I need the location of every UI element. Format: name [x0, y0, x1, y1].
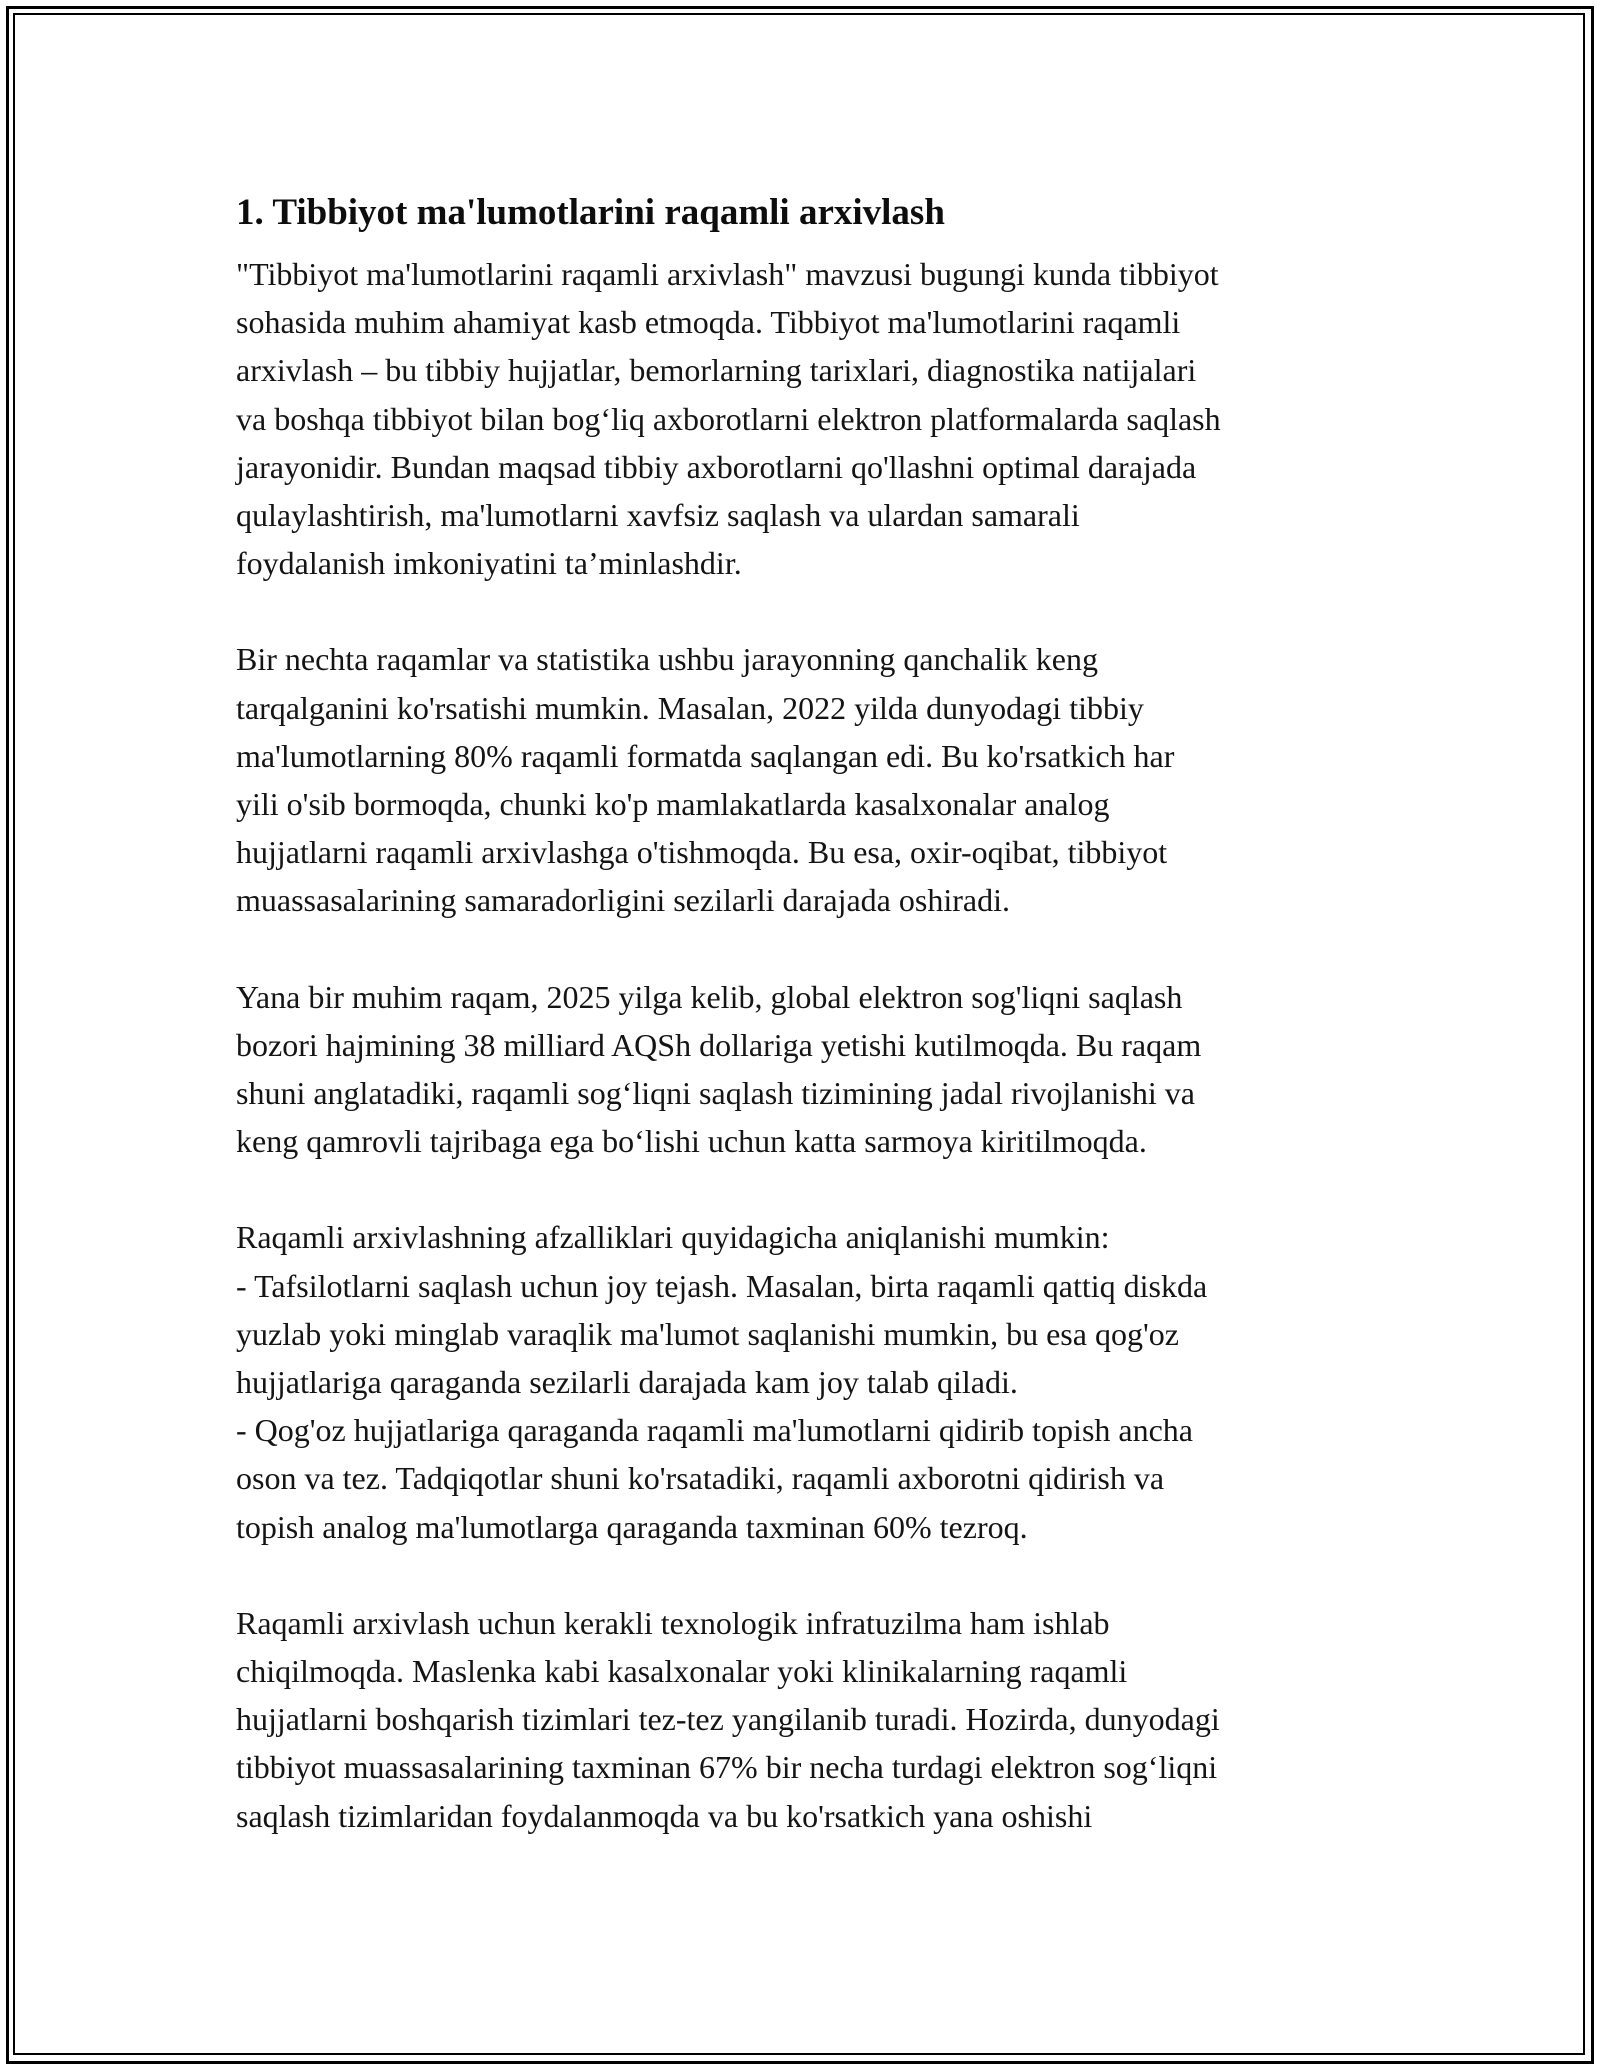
- text-line: shuni anglatadiki, raqamli sog‘liqni saqlash tizimining jadal rivojlanishi va: [236, 1075, 1195, 1112]
- section-heading: 1. Tibbiyot ma'lumotlarini raqamli arxivlash: [236, 192, 945, 233]
- text-line: Raqamli arxivlashning afzalliklari quyidagicha aniqlanishi mumkin:: [236, 1219, 1110, 1256]
- text-line: oson va tez. Tadqiqotlar shuni ko'rsatadiki, raqamli axborotni qidirish va: [236, 1460, 1165, 1497]
- text-line: keng qamrovli tajribaga ega bo‘lishi uchun katta sarmoya kiritilmoqda.: [236, 1123, 1147, 1160]
- text-line: va boshqa tibbiyot bilan bog‘liq axborotlarni elektron platformalarda saqlash: [236, 400, 1221, 437]
- text-line: sohasida muhim ahamiyat kasb etmoqda. Tibbiyot ma'lumotlarini raqamli: [236, 304, 1181, 341]
- text-line: ma'lumotlarning 80% raqamli formatda saqlangan edi. Bu ko'rsatkich har: [236, 737, 1175, 774]
- text-line: topish analog ma'lumotlarga qaraganda taxminan 60% tezroq.: [236, 1508, 1028, 1545]
- text-line: Yana bir muhim raqam, 2025 yilga kelib, global elektron sog'liqni saqlash: [236, 978, 1183, 1015]
- text-line: Raqamli arxivlash uchun kerakli texnologik infratuzilma ham ishlab: [236, 1604, 1110, 1641]
- text-line: hujjatlariga qaraganda sezilarli darajada kam joy talab qiladi.: [236, 1364, 1018, 1401]
- text-line: arxivlash – bu tibbiy hujjatlar, bemorlarning tarixlari, diagnostika natijalari: [236, 352, 1197, 389]
- text-line: hujjatlarni boshqarish tizimlari tez-tez yangilanib turadi. Hozirda, dunyodagi: [236, 1701, 1220, 1738]
- paragraph-intro: [236, 250, 1376, 587]
- text-line: yili o'sib bormoqda, chunki ko'p mamlakatlarda kasalxonalar analog: [236, 786, 1110, 823]
- text-line: jarayonidir. Bundan maqsad tibbiy axborotlarni qo'llashni optimal darajada: [236, 448, 1197, 485]
- text-line: foydalanish imkoniyatini ta’minlashdir.: [236, 545, 742, 582]
- text-line: bozori hajmining 38 milliard AQSh dollariga yetishi kutilmoqda. Bu raqam: [236, 1026, 1202, 1063]
- text-line: hujjatlarni raqamli arxivlashga o'tishmoqda. Bu esa, oxir-oqibat, tibbiyot: [236, 834, 1168, 871]
- text-line: saqlash tizimlaridan foydalanmoqda va bu ko'rsatkich yana oshishi: [236, 1797, 1093, 1834]
- text-line: - Tafsilotlarni saqlash uchun joy tejash. Masalan, birta raqamli qattiq diskda: [236, 1267, 1208, 1304]
- paragraph-infrastructure: [236, 1599, 1376, 1840]
- text-line: - Qog'oz hujjatlariga qaraganda raqamli ma'lumotlarni qidirib topish ancha: [236, 1412, 1193, 1449]
- text-line: "Tibbiyot ma'lumotlarini raqamli arxivlash" mavzusi bugungi kunda tibbiyot: [236, 256, 1219, 292]
- text-line: tibbiyot muassasalarining taxminan 67% bir necha turdagi elektron sog‘liqni: [236, 1749, 1218, 1786]
- text-line: chiqilmoqda. Maslenka kabi kasalxonalar yoki klinikalarning raqamli: [236, 1653, 1128, 1690]
- document-body: [236, 186, 1376, 1840]
- text-line: yuzlab yoki minglab varaqlik ma'lumot saqlanishi mumkin, bu esa qog'oz: [236, 1315, 1179, 1352]
- text-line: Bir nechta raqamlar va statistika ushbu jarayonning qanchalik keng: [236, 641, 1098, 678]
- paragraph-advantages: [236, 1213, 1376, 1550]
- paragraph-market: [236, 973, 1376, 1166]
- paragraph-statistics: [236, 635, 1376, 924]
- text-line: qulaylashtirish, ma'lumotlarni xavfsiz saqlash va ulardan samarali: [236, 497, 1080, 534]
- text-line: tarqalganini ko'rsatishi mumkin. Masalan, 2022 yilda dunyodagi tibbiy: [236, 689, 1144, 726]
- text-line: muassasalarining samaradorligini sezilarli darajada oshiradi.: [236, 882, 1010, 919]
